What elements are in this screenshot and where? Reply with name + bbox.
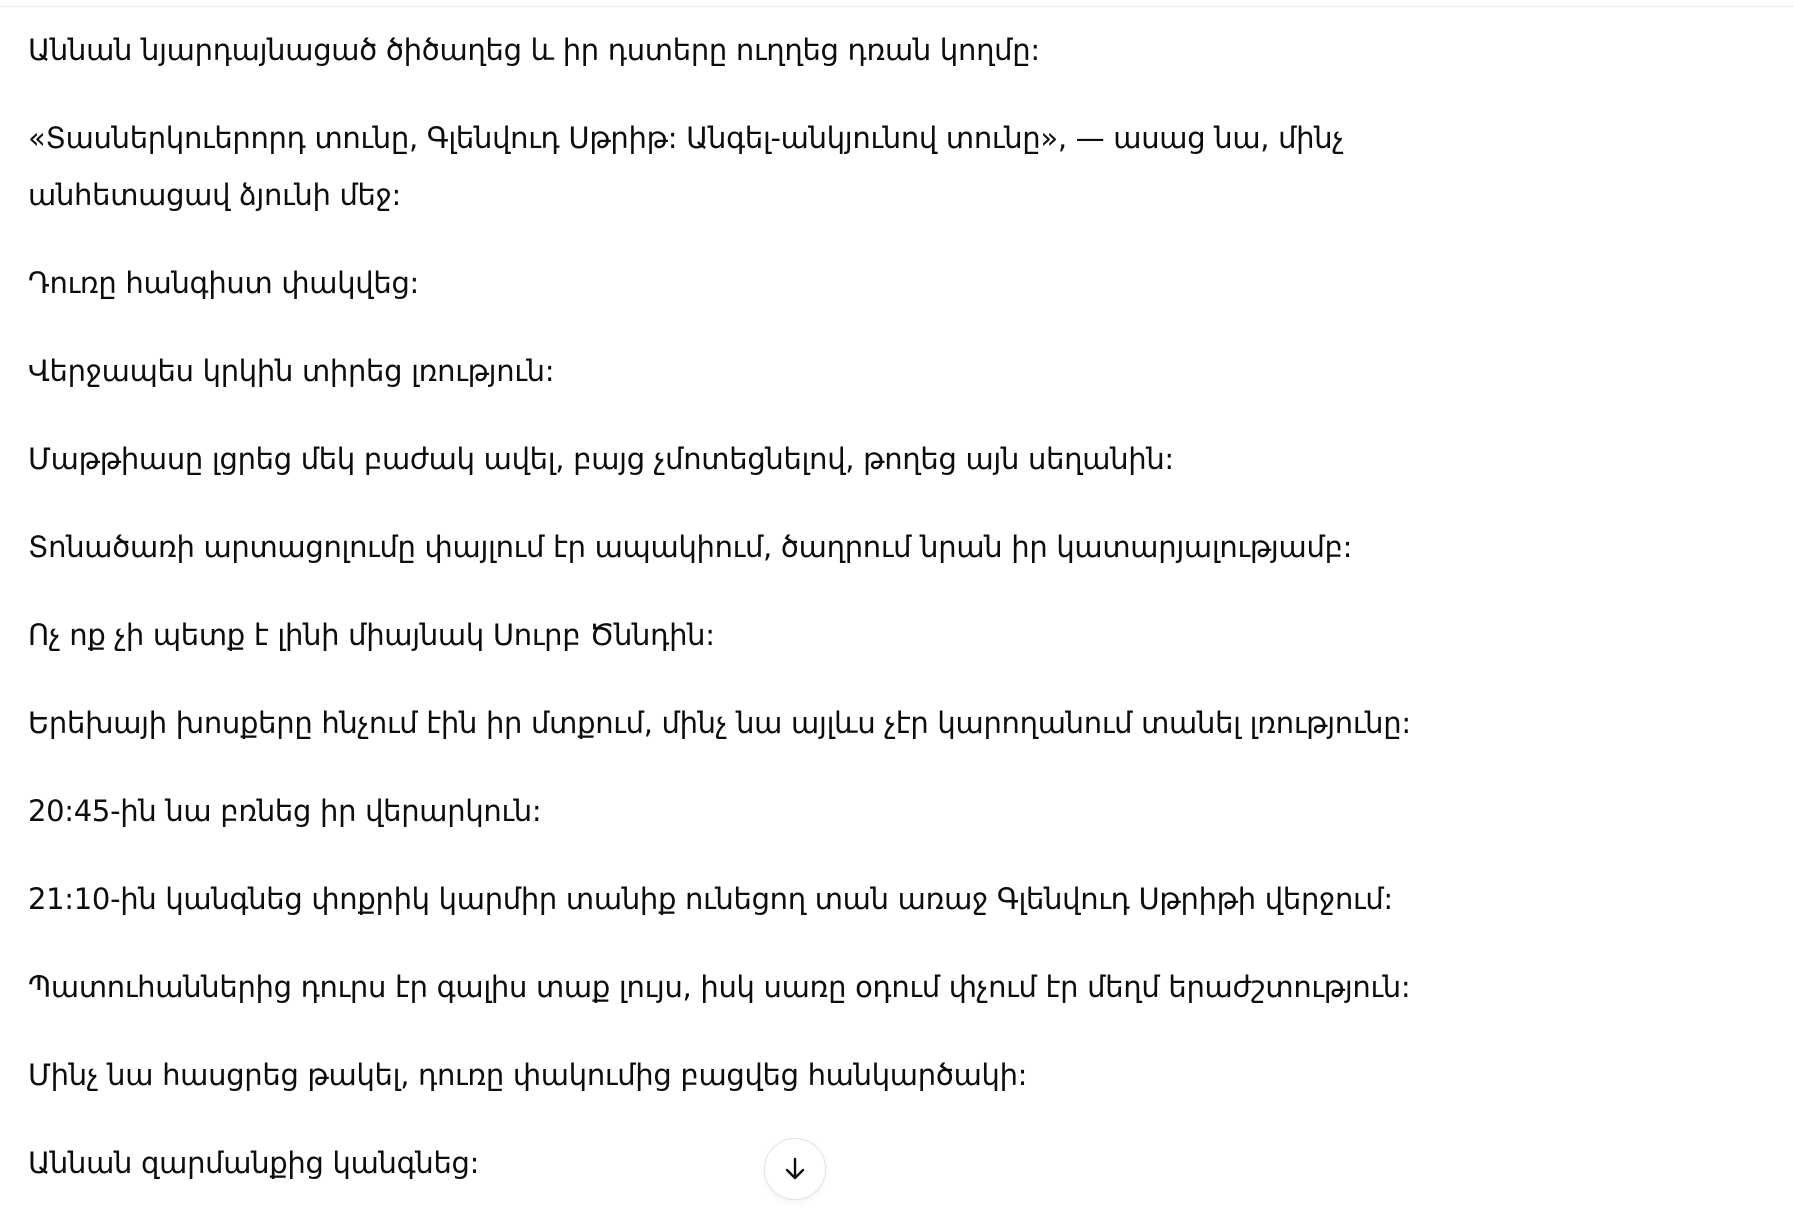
message-paragraph: 21:10-ին կանգնեց փոքրիկ կարմիր տանիք ունեցող տան առաջ Գլենվուդ Սթրիթի վերջում:	[28, 882, 1393, 916]
message-paragraph: Ոչ ոք չի պետք է լինի միայնակ Սուրբ Ծննդին:	[28, 618, 715, 652]
message-paragraph: Երեխայի խոսքերը հնչում էին իր մտքում, մինչ նա այլևս չէր կարողանում տանել լռությունը:	[28, 706, 1411, 740]
assistant-message	[28, 22, 1588, 1223]
message-paragraph: Վերջապես կրկին տիրեց լռություն:	[28, 354, 555, 388]
message-paragraph: «Տասներկուերորդ տունը, Գլենվուդ Սթրիթ: Անգել-անկյունով տունը», — ասաց նա, մինչ անհետացավ ձյունի մեջ:	[28, 121, 1344, 212]
arrow-down-icon	[780, 1154, 810, 1184]
message-paragraph: Աննան նյարդայնացած ծիծաղեց և իր դստերը ուղղեց դռան կողմը:	[28, 33, 1040, 67]
scroll-to-bottom-button[interactable]	[764, 1138, 826, 1200]
message-paragraph: Մաթթիասը լցրեց մեկ բաժակ ավել, բայց չմոտեցնելով, թողեց այն սեղանին:	[28, 442, 1174, 476]
message-paragraph: Պատուհաններից դուրս էր գալիս տաք լույս, իսկ սառը օդում փչում էր մեղմ երաժշտություն:	[28, 970, 1411, 1004]
message-paragraph: Դուռը հանգիստ փակվեց:	[28, 266, 419, 300]
message-paragraph: Մինչ նա հասցրեց թակել, դուռը փակումից բացվեց հանկարծակի:	[28, 1058, 1028, 1092]
message-paragraph: Տոնածառի արտացոլումը փայլում էր ապակիում, ծաղրում նրան իր կատարյալությամբ:	[28, 530, 1353, 564]
top-divider	[0, 6, 1794, 7]
message-paragraph: Աննան զարմանքից կանգնեց:	[28, 1146, 480, 1180]
message-paragraph: 20:45-ին նա բռնեց իր վերարկուն:	[28, 794, 542, 828]
